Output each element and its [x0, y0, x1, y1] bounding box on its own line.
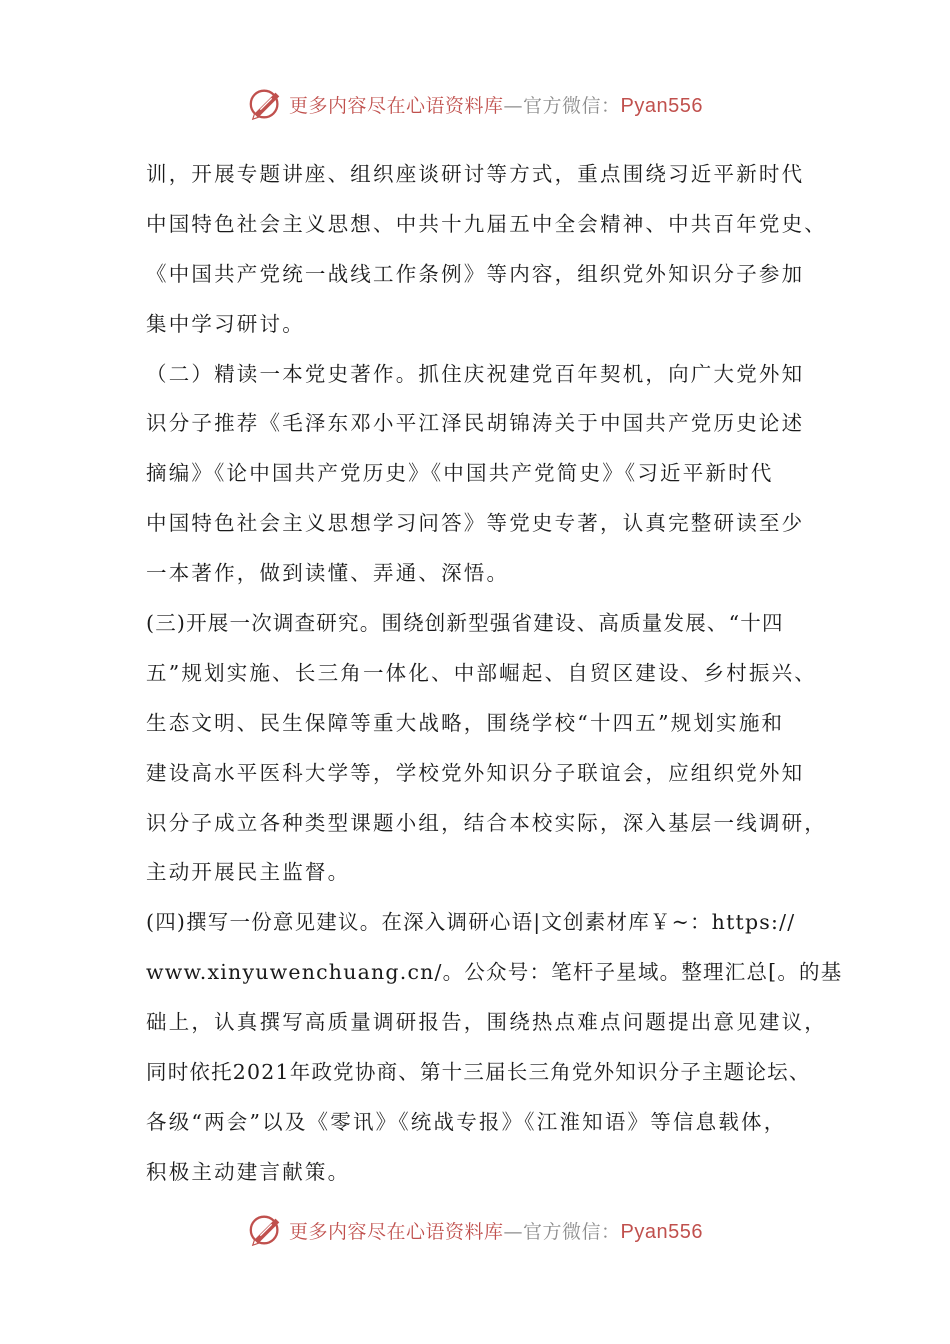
body-line: 识分子成立各种类型课题小组，结合本校实际，深入基层一线调研，	[146, 810, 827, 835]
body-line: (三)开展一次调查研究。围绕创新型强省建设、高质量发展、“十四	[146, 611, 784, 636]
document-body	[146, 150, 843, 1198]
body-line: 摘编》《论中国共产党历史》《中国共产党简史》《习近平新时代	[146, 461, 774, 486]
body-line: 《中国共产党统一战线工作条例》等内容，组织党外知识分子参加	[146, 261, 805, 286]
header-banner-text	[289, 91, 703, 118]
body-line: 中国特色社会主义思想、中共十九届五中全会精神、中共百年党史、	[146, 211, 827, 236]
footer-wechat-label: 官方微信：	[523, 1220, 621, 1243]
pen-logo-icon	[247, 1211, 285, 1249]
body-line: 中国特色社会主义思想学习问答》等党史专著，认真完整研读至少	[146, 511, 805, 536]
header-dash: —	[503, 94, 524, 117]
body-line: (四)撰写一份意见建议。在深入调研心语|文创素材库￥~：https://	[146, 910, 796, 935]
header-wechat-label: 官方微信：	[523, 94, 621, 117]
pen-logo-icon	[247, 85, 285, 123]
footer-banner	[0, 1208, 950, 1252]
body-line: 一本著作，做到读懂、弄通、深悟。	[146, 561, 510, 586]
body-line: www.xinyuwenchuang.cn/。公众号：笔杆子星域。整理汇总[。的基	[146, 960, 843, 985]
body-line: 主动开展民主监督。	[146, 860, 351, 885]
body-line: 训，开展专题讲座、组织座谈研讨等方式，重点围绕习近平新时代	[146, 162, 805, 186]
footer-banner-text	[289, 1217, 703, 1244]
body-line: 积极主动建言献策。	[146, 1159, 351, 1184]
body-line: 础上，认真撰写高质量调研报告，围绕热点难点问题提出意见建议，	[146, 1010, 827, 1035]
body-line: 生态文明、民生保障等重大战略，围绕学校“十四五”规划实施和	[146, 710, 785, 735]
body-line: 各级“两会”以及《零讯》《统战专报》《江淮知语》等信息载体，	[146, 1109, 787, 1134]
footer-brand: 更多内容尽在心语资料库	[289, 1220, 504, 1243]
body-line: 识分子推荐《毛泽东邓小平江泽民胡锦涛关于中国共产党历史论述	[146, 411, 805, 436]
header-wechat-id: Pyan556	[620, 94, 703, 117]
body-line: 同时依托2021年政党协商、第十三届长三角党外知识分子主题论坛、	[146, 1060, 811, 1085]
footer-dash: —	[503, 1220, 524, 1243]
body-line: 建设高水平医科大学等，学校党外知识分子联谊会，应组织党外知	[146, 760, 805, 785]
body-line: 五”规划实施、长三角一体化、中部崛起、自贸区建设、乡村振兴、	[146, 660, 817, 685]
body-line: 集中学习研讨。	[146, 311, 305, 336]
body-line: （二）精读一本党史著作。抓住庆祝建党百年契机，向广大党外知	[146, 361, 805, 386]
footer-wechat-id: Pyan556	[620, 1220, 703, 1243]
header-brand: 更多内容尽在心语资料库	[289, 94, 504, 117]
header-banner	[0, 82, 950, 126]
